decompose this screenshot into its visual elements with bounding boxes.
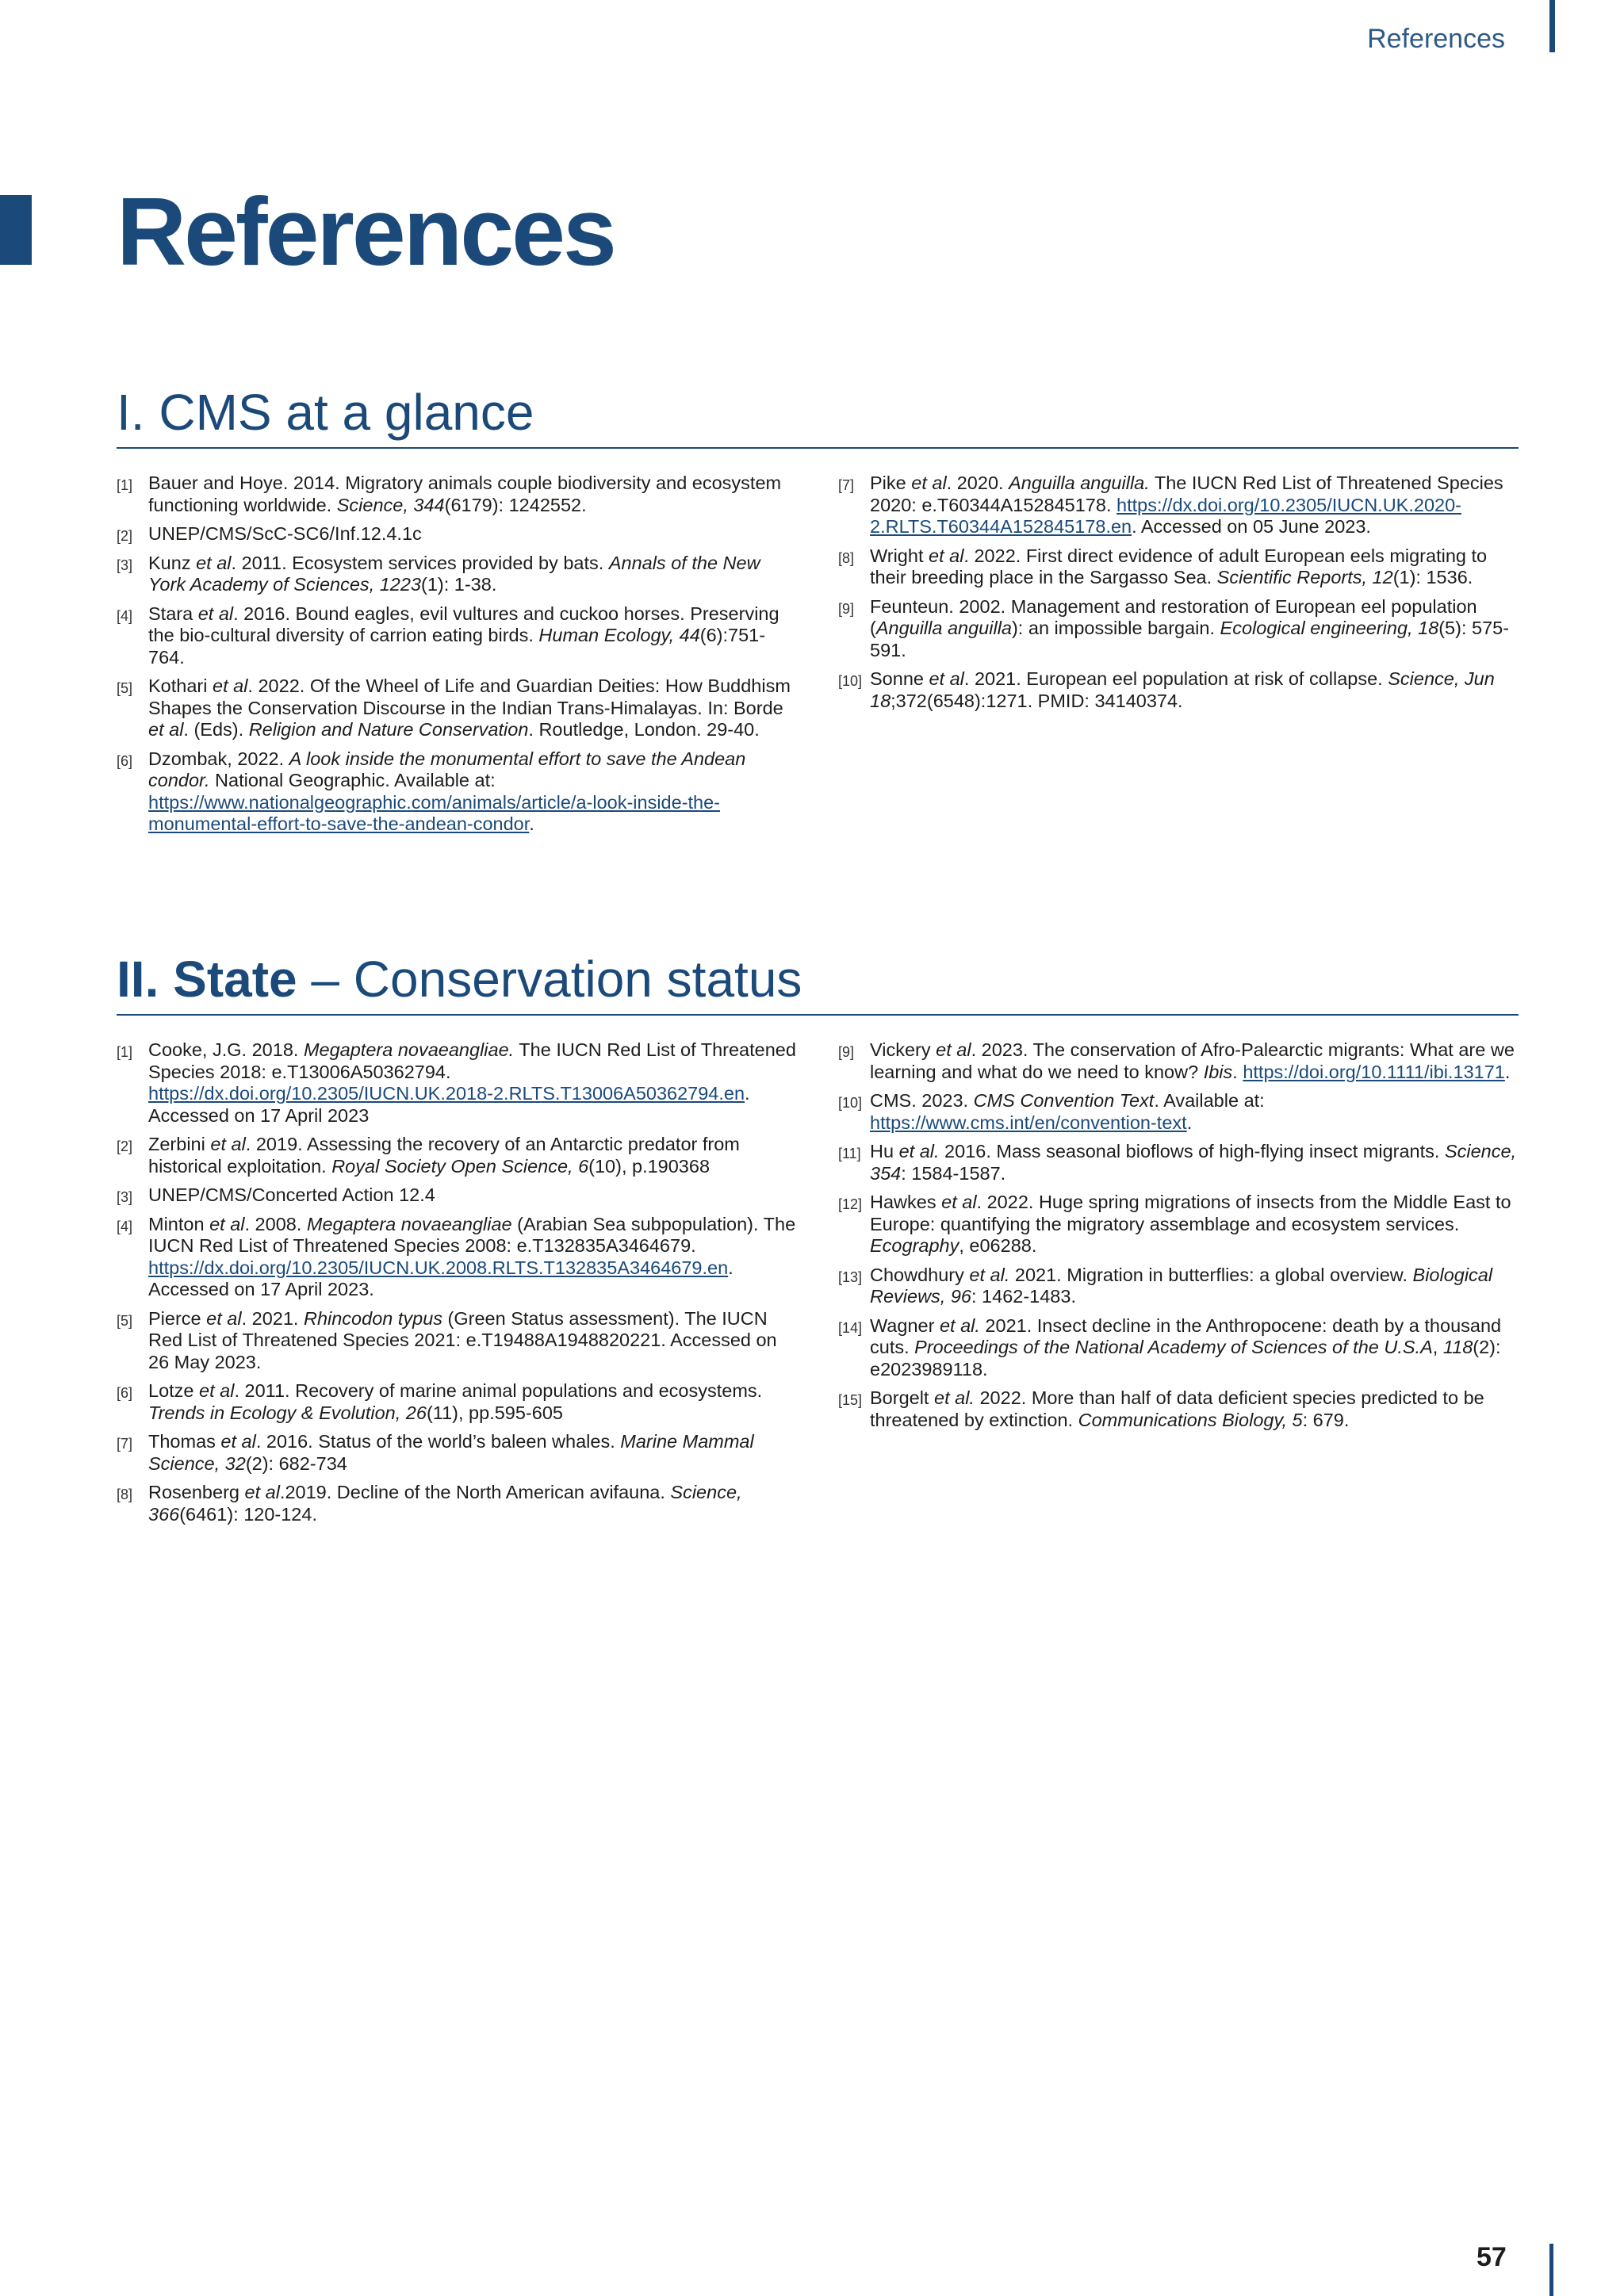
reference-text (148, 1134, 797, 1177)
section-heading: I. CMS at a glance (117, 381, 1519, 449)
reference-italic-text: et al (929, 545, 964, 566)
reference-text-segment: . 2020. (946, 473, 1009, 493)
reference-entry (838, 1192, 1519, 1257)
reference-italic-text: et al (148, 719, 184, 740)
reference-text-segment: Chowdhury (870, 1264, 970, 1285)
reference-text-segment: Wright (870, 545, 929, 566)
reference-text (148, 1380, 797, 1424)
reference-entry (117, 1214, 797, 1301)
reference-entry (117, 748, 797, 836)
reference-italic-text: A look inside the monumental effort to save the Andean condor. (148, 748, 746, 790)
reference-text (870, 1192, 1519, 1257)
reference-italic-text: Biological Reviews, 96 (870, 1264, 1493, 1307)
reference-text (870, 668, 1519, 712)
reference-italic-text: Scientific Reports, 12 (1216, 567, 1393, 587)
reference-italic-text: et al. (969, 1264, 1010, 1285)
reference-italic-text: 118 (1442, 1337, 1473, 1357)
reference-text-segment: Stara (148, 603, 198, 624)
reference-italic-text: Rhincodon typus (303, 1307, 443, 1329)
reference-italic-text: et al (220, 1431, 256, 1452)
reference-text-segment: : 679. (1302, 1409, 1350, 1430)
reference-text-segment: (Arabian Sea subpopulation). The IUCN Red List of Threatened Species 2008: e.T132835A3464679. (148, 1213, 796, 1256)
reference-text-segment: Dzombak, 2022. (148, 748, 289, 769)
reference-text-segment: . 2022. Of the Wheel of Life and Guardian Deities: How Buddhism Shapes the Conservation Discourse in the Indian Trans-Himalayas. In: Borde (148, 675, 791, 718)
reference-link[interactable]: https://dx.doi.org/10.2305/IUCN.UK.2008.RLTS.T132835A3464679.en (148, 1257, 729, 1278)
reference-italic-text: et al (244, 1482, 280, 1502)
reference-italic-text: et al (197, 603, 234, 624)
reference-text-segment: Kothari (148, 675, 213, 696)
reference-text-segment: . 2008. (244, 1213, 307, 1234)
reference-text (148, 748, 797, 836)
reference-text-segment: (6):751-764. (148, 625, 766, 668)
reference-text (148, 603, 797, 669)
reference-italic-text: Anguilla anguilla. (1009, 473, 1150, 493)
reference-number: [1] (117, 1044, 133, 1060)
reference-italic-text: Megaptera novaeangliae (306, 1213, 512, 1234)
reference-columns (117, 473, 1519, 843)
reference-entry (117, 675, 797, 741)
reference-text-segment: Bauer and Hoye. 2014. Migratory animals couple biodiversity and ecosystem functioning worldwide. (148, 473, 782, 515)
reference-italic-text: et al (210, 1134, 246, 1154)
reference-text (148, 523, 797, 545)
reference-number: [5] (117, 1312, 133, 1329)
header-rule (1549, 0, 1555, 52)
reference-number: [7] (838, 477, 855, 493)
reference-italic-text: Royal Society Open Science, 6 (331, 1155, 589, 1177)
reference-text (148, 1214, 797, 1301)
reference-number: [8] (838, 549, 855, 566)
reference-number: [5] (117, 680, 133, 696)
reference-text-segment: . Accessed on 17 April 2023 (148, 1083, 750, 1126)
reference-italic-text: et al (196, 552, 232, 573)
reference-italic-text: Human Ecology, 44 (538, 625, 700, 645)
reference-italic-text: Ecography (870, 1235, 959, 1256)
reference-text (148, 1184, 797, 1207)
reference-text-segment: . 2023. The conservation of Afro-Palearctic migrants: What are we learning and what do we need to know? (870, 1039, 1515, 1082)
reference-entry (117, 473, 797, 516)
reference-number: [11] (838, 1146, 861, 1161)
reference-text-segment: . Accessed on 17 April 2023. (148, 1257, 733, 1299)
reference-column-left (117, 473, 797, 843)
reference-number: [1] (117, 477, 133, 493)
reference-text (148, 675, 797, 741)
reference-italic-text: Science, Jun 18 (870, 668, 1495, 711)
reference-number: [6] (117, 1385, 133, 1401)
reference-text-segment: Minton (148, 1213, 210, 1234)
section-heading-rest: – Conservation status (297, 951, 802, 1008)
reference-text-segment: : 1584-1587. (901, 1162, 1006, 1184)
reference-text-segment: (1): 1-38. (421, 574, 497, 595)
reference-number: [14] (838, 1319, 863, 1336)
reference-entry (117, 1431, 797, 1475)
reference-number: [6] (117, 752, 133, 769)
reference-italic-text: et al (929, 668, 964, 689)
reference-italic-text: et al (209, 1213, 245, 1234)
reference-text-segment: UNEP/CMS/ScC-SC6/Inf.12.4.1c (148, 523, 422, 544)
reference-number: [10] (838, 1095, 863, 1111)
running-header-title: References (1367, 24, 1505, 54)
reference-text-segment: (6179): 1242552. (444, 494, 587, 515)
reference-text-segment: Thomas (148, 1431, 221, 1452)
reference-italic-text: Annals of the New York Academy of Sciences, 1223 (148, 552, 760, 595)
reference-columns (117, 1039, 1519, 1533)
reference-italic-text: Ibis (1203, 1061, 1233, 1082)
reference-text-segment: (1): 1536. (1392, 567, 1473, 587)
reference-column-right (838, 1039, 1519, 1533)
reference-text-segment: ): an impossible bargain. (1011, 618, 1220, 638)
reference-text-segment: . 2011. Ecosystem services provided by bats. (231, 552, 609, 573)
reference-text-segment: Hawkes (870, 1192, 942, 1212)
reference-text-segment: . 2022. First direct evidence of adult European eels migrating to their breeding place in the Sargasso Sea. (870, 545, 1488, 587)
reference-entry (838, 1265, 1519, 1308)
reference-number: [8] (117, 1487, 133, 1502)
reference-number: [4] (117, 607, 133, 624)
reference-italic-text: et al. (934, 1387, 975, 1408)
page-title: References (117, 178, 615, 285)
reference-text-segment: (6461): 120-124. (179, 1503, 317, 1525)
reference-text-segment: .2019. Decline of the North American avifauna. (279, 1482, 671, 1502)
reference-text-segment: . 2011. Recovery of marine animal populations and ecosystems. (234, 1380, 763, 1401)
reference-number: [3] (117, 557, 133, 573)
reference-text-segment: UNEP/CMS/Concerted Action 12.4 (148, 1184, 435, 1205)
reference-text-segment: Pike (870, 473, 912, 493)
reference-column-right (838, 473, 1519, 843)
reference-entry (117, 1039, 797, 1127)
reference-italic-text: CMS Convention Text (973, 1090, 1155, 1111)
reference-italic-text: et al (911, 473, 947, 493)
reference-number: [9] (838, 600, 855, 617)
reference-entry (838, 1090, 1519, 1134)
reference-italic-text: Marine Mammal Science, 32 (148, 1431, 754, 1474)
section-heading-bold: II. State (117, 951, 297, 1008)
reference-text-segment: . Available at: (1154, 1090, 1265, 1111)
reference-text (870, 1141, 1519, 1184)
reference-text (148, 1482, 797, 1525)
reference-italic-text: Ecological engineering, 18 (1220, 618, 1439, 638)
reference-number: [3] (117, 1189, 133, 1205)
reference-link[interactable]: https://www.nationalgeographic.com/animals/article/a-look-inside-the-monumental-effort-to-save-the-andean-condor (148, 791, 721, 834)
reference-text (148, 553, 797, 596)
reference-text (870, 1265, 1519, 1308)
reference-text (148, 1308, 797, 1374)
reference-text-segment: : 1462-1483. (971, 1286, 1076, 1307)
reference-entry (117, 603, 797, 669)
reference-number: [15] (838, 1392, 863, 1408)
reference-text-segment: National Geographic. Available at: (209, 770, 496, 790)
reference-text-segment: (Green Status assessment). The IUCN Red List of Threatened Species 2021: e.T19488A1948820221. Accessed on 26 May 2023. (148, 1307, 777, 1372)
reference-entry (838, 1039, 1519, 1083)
reference-text (870, 1090, 1519, 1134)
reference-text-segment: (2): 682-734 (245, 1452, 347, 1474)
reference-number: [10] (838, 673, 863, 689)
reference-italic-text: Science, 354 (870, 1141, 1517, 1184)
reference-link[interactable]: https://doi.org/10.1111/ibi.13171 (1243, 1061, 1505, 1082)
reference-text-segment: 2021. Insect decline in the Anthropocene: death by a thousand cuts. (870, 1314, 1502, 1357)
reference-text-segment: . 2021. European eel population at risk of collapse. (963, 668, 1388, 689)
reference-link[interactable]: https://www.cms.int/en/convention-text (870, 1112, 1187, 1133)
reference-entry (117, 1380, 797, 1424)
reference-text-segment: (10), p.190368 (588, 1155, 710, 1177)
reference-text (870, 596, 1519, 662)
section-cms-at-a-glance (117, 381, 1519, 843)
reference-entry (838, 545, 1519, 589)
reference-text-segment: . Routledge, London. 29-40. (528, 719, 760, 740)
reference-entry (117, 1184, 797, 1207)
reference-text-segment: . (Eds). (183, 719, 249, 740)
reference-italic-text: et al (936, 1039, 971, 1060)
reference-link[interactable]: https://dx.doi.org/10.2305/IUCN.UK.2020-2.RLTS.T60344A152845178.en (870, 494, 1461, 537)
reference-italic-text: Proceedings of the National Academy of Sciences of the U.S.A (914, 1337, 1433, 1357)
reference-text (870, 1315, 1519, 1381)
reference-entry (838, 1315, 1519, 1381)
reference-text-segment: (11), pp.595-605 (426, 1402, 563, 1423)
reference-italic-text: Religion and Nature Conservation (248, 719, 529, 740)
reference-text-segment: Zerbini (148, 1134, 211, 1154)
reference-italic-text: et al (199, 1380, 235, 1401)
reference-number: [2] (117, 528, 133, 544)
reference-text-segment: (5): 575-591. (870, 618, 1510, 660)
section-heading (117, 947, 1519, 1016)
reference-italic-text: et al. (898, 1141, 940, 1161)
reference-text-segment: Feunteun. 2002. Management and restoration of European eel population ( (870, 595, 1477, 638)
reference-text-segment: . Accessed on 05 June 2023. (1132, 516, 1371, 537)
reference-number: [13] (838, 1269, 863, 1285)
reference-text-segment: Hu (870, 1141, 899, 1161)
reference-entry (117, 1134, 797, 1177)
reference-number: [9] (838, 1044, 855, 1060)
reference-text-segment: . 2016. Bound eagles, evil vultures and cuckoo horses. Preserving the bio-cultural diversity of carrion eating birds. (148, 603, 779, 645)
reference-text-segment: . 2021. (241, 1307, 304, 1329)
section-state-conservation-status (117, 947, 1519, 1533)
reference-text-segment: ;372(6548):1271. PMID: 34140374. (891, 690, 1183, 711)
reference-entry (838, 1387, 1519, 1431)
reference-text-segment: Vickery (870, 1039, 936, 1060)
reference-italic-text: Communications Biology, 5 (1078, 1409, 1303, 1430)
reference-text-segment: . 2016. Status of the world’s baleen whales. (255, 1431, 621, 1452)
reference-italic-text: Anguilla anguilla (875, 618, 1012, 638)
reference-italic-text: et al (941, 1192, 977, 1212)
reference-text-segment: . (529, 813, 534, 834)
reference-text (148, 1431, 797, 1475)
reference-italic-text: Trends in Ecology & Evolution, 26 (148, 1402, 427, 1423)
reference-italic-text: et al (206, 1307, 242, 1329)
reference-number: [2] (117, 1138, 133, 1154)
reference-text (870, 473, 1519, 538)
reference-entry (117, 553, 797, 596)
reference-entry (838, 473, 1519, 538)
reference-italic-text: Megaptera novaeangliae. (303, 1039, 515, 1060)
reference-italic-text: et al. (939, 1314, 980, 1336)
reference-text-segment: 2021. Migration in butterflies: a global overview. (1009, 1264, 1413, 1285)
reference-number: [7] (117, 1436, 133, 1452)
reference-text (148, 1039, 797, 1127)
reference-link[interactable]: https://dx.doi.org/10.2305/IUCN.UK.2018-2.RLTS.T13006A50362794.en (148, 1083, 745, 1104)
reference-text-segment: Kunz (148, 552, 197, 573)
reference-entry (117, 1482, 797, 1525)
reference-text-segment: , (1432, 1337, 1443, 1357)
reference-entry (838, 1141, 1519, 1184)
reference-text (148, 473, 797, 516)
footer-rule (1549, 2244, 1553, 2296)
reference-text-segment: Sonne (870, 668, 929, 689)
reference-text-segment: Pierce (148, 1307, 207, 1329)
reference-text-segment: The IUCN Red List of Threatened Species 2020: e.T60344A152845178. (870, 473, 1503, 515)
reference-text-segment: 2022. More than half of data deficient species predicted to be threatened by extinction. (870, 1387, 1484, 1430)
reference-entry (117, 1308, 797, 1374)
reference-text-segment: The IUCN Red List of Threatened Species 2018: e.T13006A50362794. (148, 1039, 796, 1082)
reference-italic-text: et al (213, 675, 248, 696)
reference-text-segment: Wagner (870, 1314, 940, 1336)
reference-number: [12] (838, 1196, 863, 1212)
reference-italic-text: Science, 366 (148, 1482, 742, 1525)
reference-text-segment: . 2022. Huge spring migrations of insects from the Middle East to Europe: quantifying the migratory assemblage and ecosystem services. (870, 1192, 1511, 1234)
reference-italic-text: Science, 344 (336, 494, 445, 515)
reference-entry (117, 523, 797, 545)
reference-entry (838, 596, 1519, 662)
reference-text-segment: 2016. Mass seasonal bioflows of high-flying insect migrants. (939, 1141, 1445, 1161)
reference-column-left (117, 1039, 797, 1533)
page-number: 57 (1477, 2242, 1507, 2272)
reference-text-segment: . (1504, 1061, 1511, 1082)
reference-text-segment: (2): e2023989118. (870, 1337, 1501, 1380)
reference-entry (838, 668, 1519, 712)
reference-number: [4] (117, 1218, 133, 1234)
reference-text-segment: CMS. 2023. (870, 1090, 974, 1111)
reference-text-segment: . (1232, 1061, 1243, 1082)
title-accent-bar (0, 195, 32, 265)
reference-text (870, 1387, 1519, 1431)
reference-text-segment: . 2019. Assessing the recovery of an Antarctic predator from historical exploitation. (148, 1134, 740, 1177)
reference-text-segment: Rosenberg (148, 1482, 245, 1502)
reference-text (870, 1039, 1519, 1083)
reference-text-segment: Lotze (148, 1380, 200, 1401)
reference-text-segment: , e06288. (959, 1235, 1037, 1256)
reference-text-segment: Borgelt (870, 1387, 934, 1408)
reference-text-segment: . (1186, 1112, 1193, 1133)
reference-text (870, 545, 1519, 589)
reference-text-segment: Cooke, J.G. 2018. (148, 1039, 304, 1060)
